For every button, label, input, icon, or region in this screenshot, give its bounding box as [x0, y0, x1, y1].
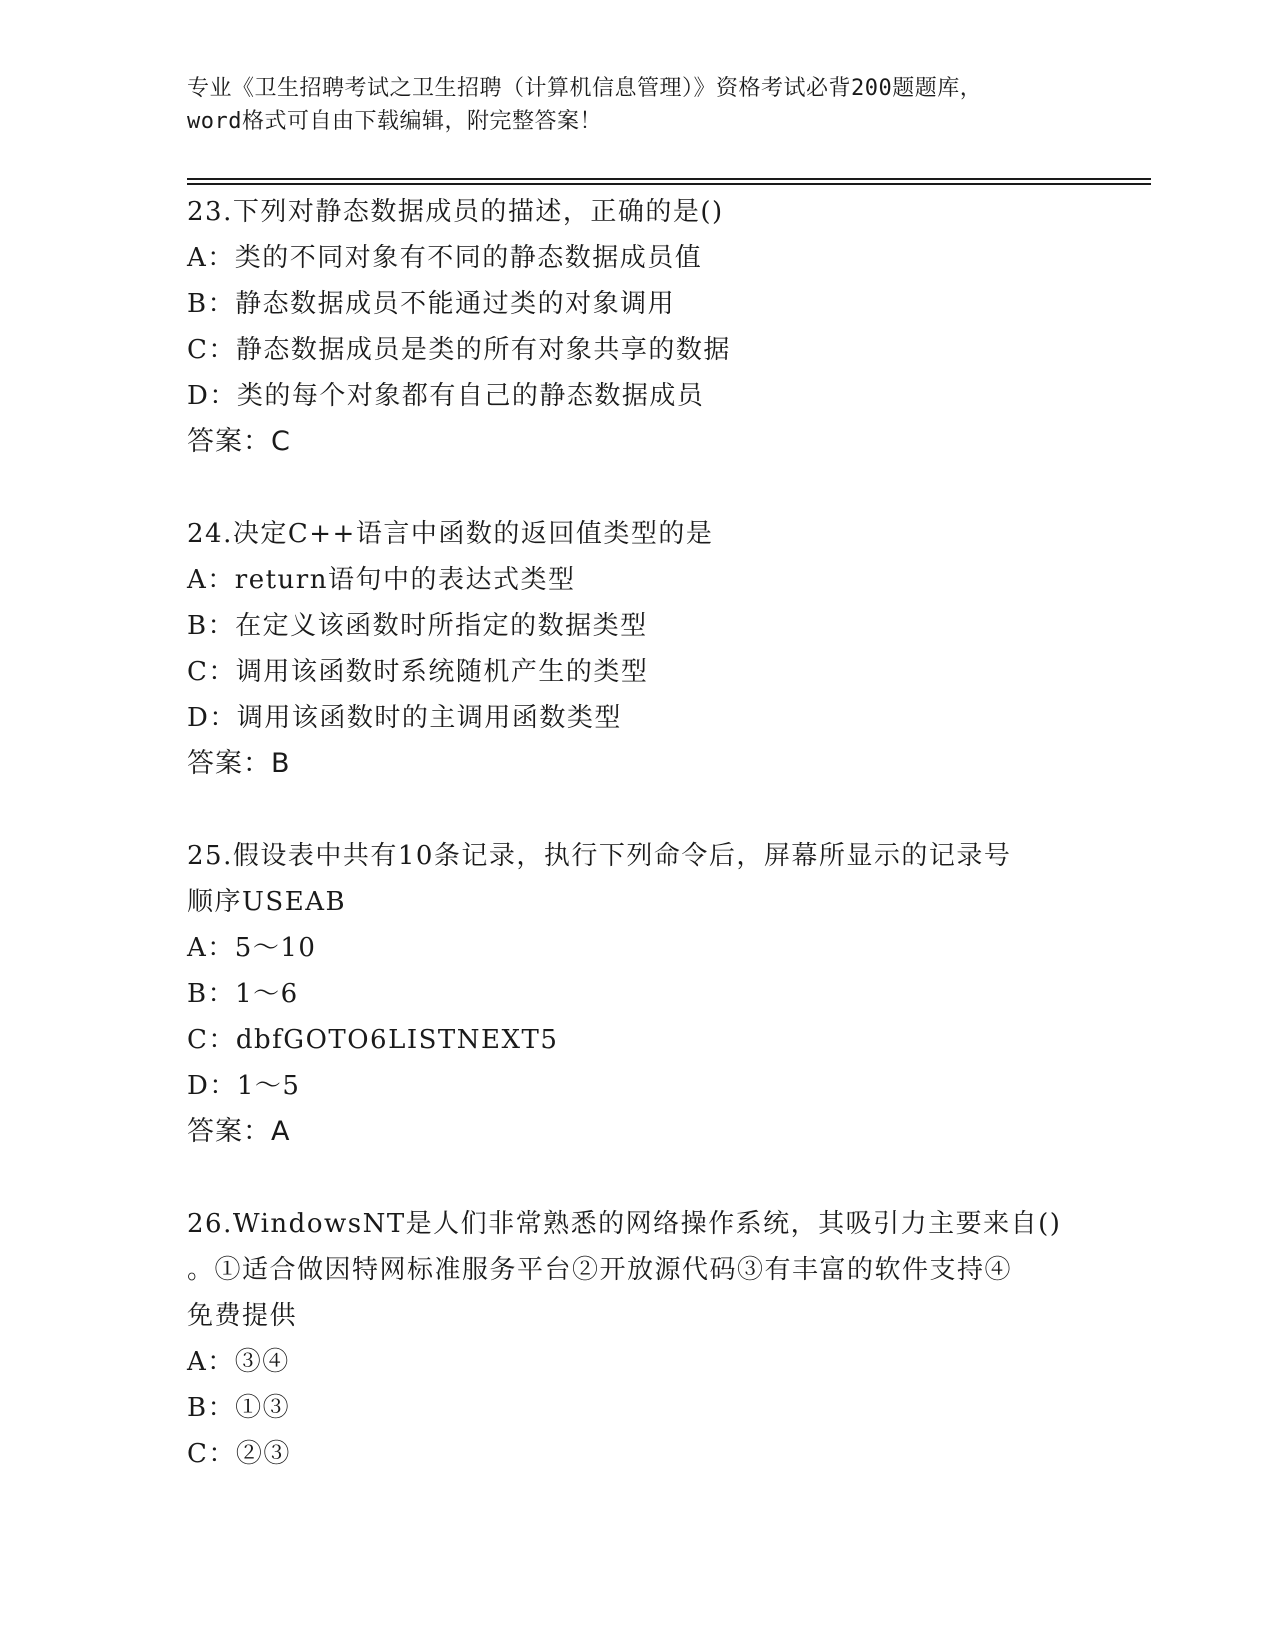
- question-text: 26.WindowsNT是人们非常熟悉的网络操作系统，其吸引力主要来自(): [187, 1209, 1062, 1239]
- option-b: B：静态数据成员不能通过类的对象调用: [187, 289, 676, 319]
- option-c: C：调用该函数时系统随机产生的类型: [187, 657, 649, 687]
- option-b: B：在定义该函数时所指定的数据类型: [187, 611, 648, 641]
- header-line-1: 专业《卫生招聘考试之卫生招聘（计算机信息管理）》资格考试必背200题题库，: [187, 76, 983, 101]
- header-divider-bottom: [187, 183, 1151, 185]
- question-26: [187, 1201, 1087, 1477]
- question-text-continued: 顺序USEAB: [187, 887, 347, 917]
- answer: 答案：A: [187, 1116, 291, 1147]
- option-d: D：调用该函数时的主调用函数类型: [187, 703, 622, 733]
- question-list: [187, 189, 1087, 1477]
- question-text: 25.假设表中共有10条记录，执行下列命令后，屏幕所显示的记录号: [187, 841, 1012, 871]
- option-b: B：1～6: [187, 979, 299, 1009]
- question-text: 23.下列对静态数据成员的描述，正确的是(): [187, 197, 724, 227]
- option-d: D：1～5: [187, 1071, 301, 1101]
- answer: 答案：B: [187, 748, 291, 779]
- question-text: 24.决定C++语言中函数的返回值类型的是: [187, 519, 714, 549]
- option-c: C：dbfGOTO6LISTNEXT5: [187, 1025, 559, 1055]
- question-text-continued: 。①适合做因特网标准服务平台②开放源代码③有丰富的软件支持④: [187, 1255, 1013, 1285]
- spacer: [187, 787, 1087, 833]
- answer: 答案：C: [187, 426, 291, 457]
- question-text-continued: 免费提供: [187, 1301, 298, 1331]
- header-line-2: word格式可自由下载编辑，附完整答案！: [187, 109, 602, 134]
- question-25: [187, 833, 1087, 1155]
- header-divider-top: [187, 178, 1151, 180]
- option-c: C：②③: [187, 1439, 291, 1469]
- question-23: [187, 189, 1087, 465]
- option-a: A：类的不同对象有不同的静态数据成员值: [187, 243, 703, 273]
- question-24: [187, 511, 1087, 787]
- document-header: [187, 72, 1087, 138]
- option-d: D：类的每个对象都有自己的静态数据成员: [187, 381, 705, 411]
- option-b: B：①③: [187, 1393, 291, 1423]
- option-a: A：③④: [187, 1347, 290, 1377]
- option-a: A：5～10: [187, 933, 317, 963]
- option-a: A：return语句中的表达式类型: [187, 565, 576, 595]
- spacer: [187, 465, 1087, 511]
- option-c: C：静态数据成员是类的所有对象共享的数据: [187, 335, 731, 365]
- spacer: [187, 1155, 1087, 1201]
